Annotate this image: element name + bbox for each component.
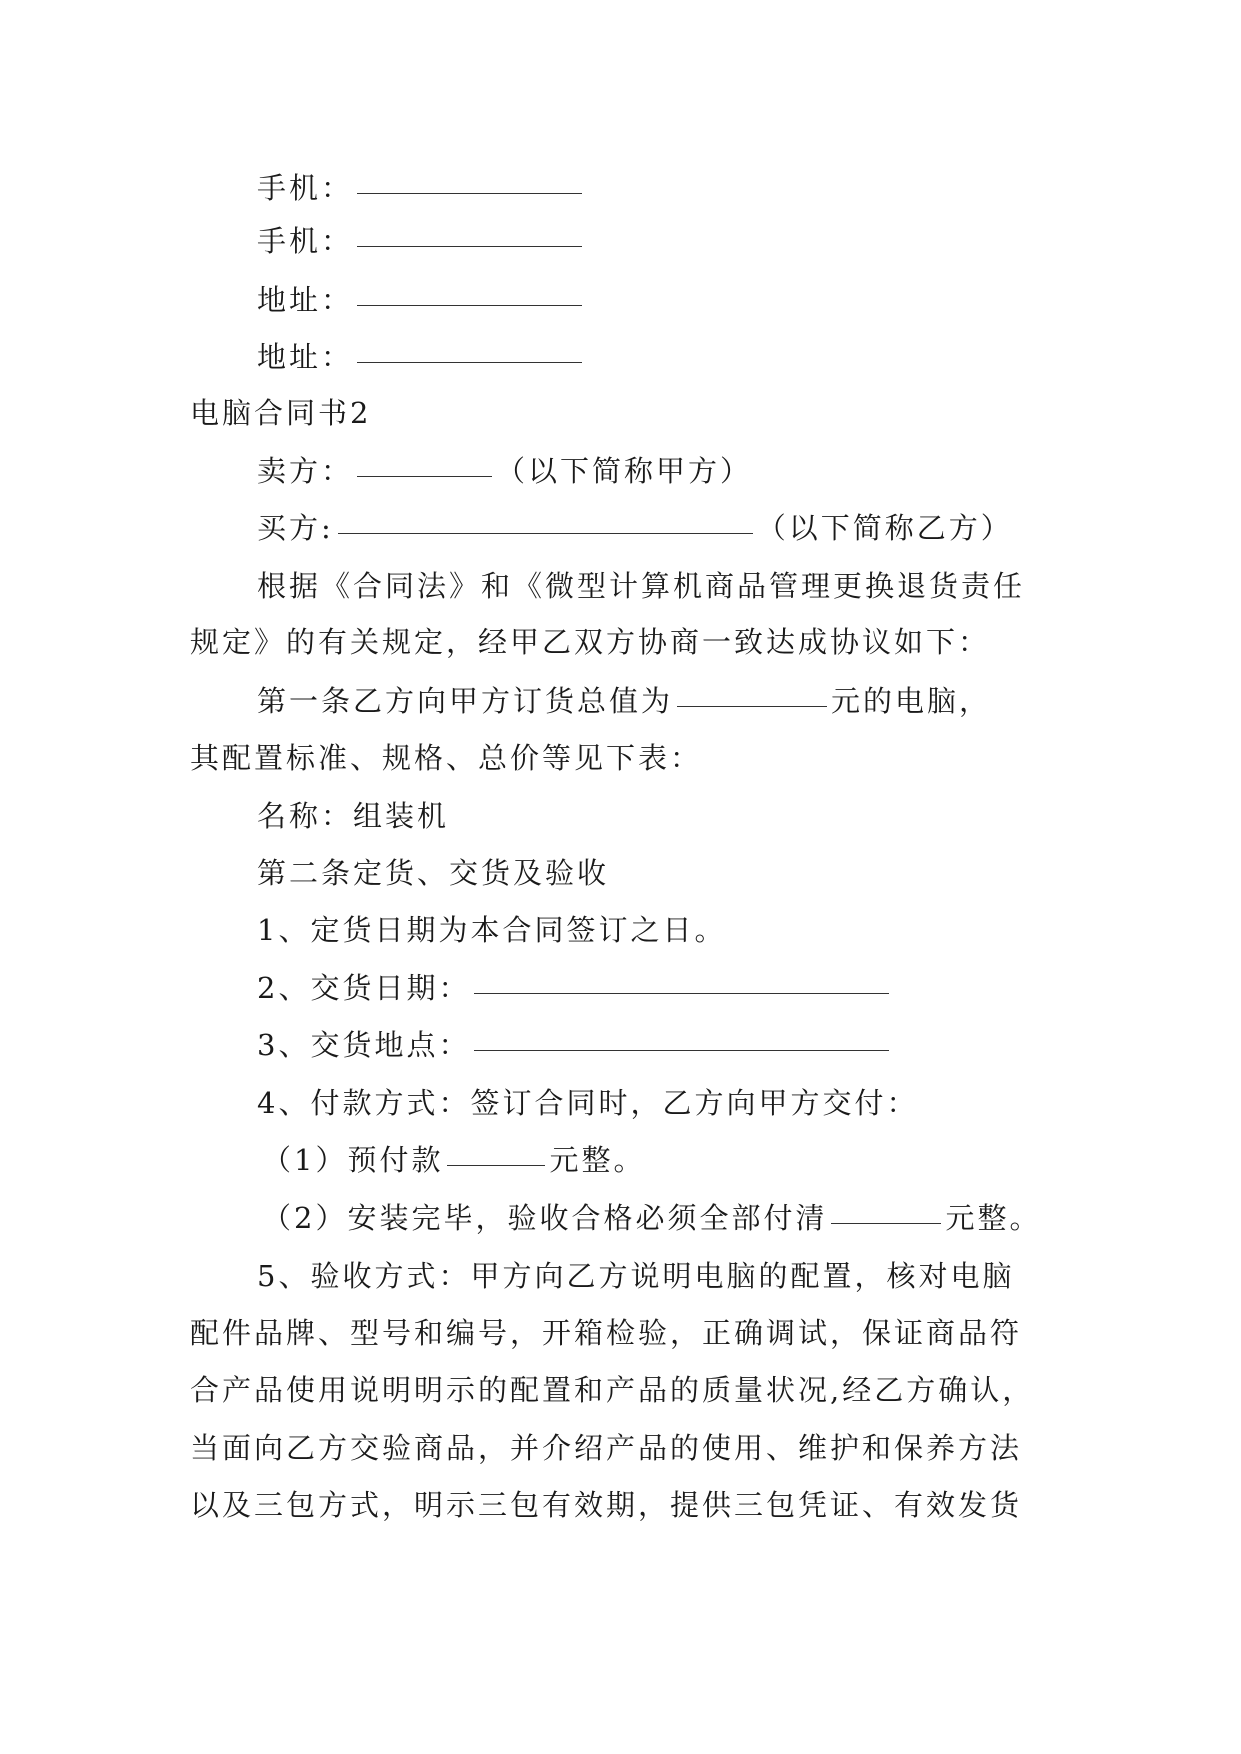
paragraph-line: 5、验收方式：甲方向乙方说明电脑的配置，核对电脑 bbox=[257, 1259, 1015, 1293]
article-one-tail: 元的电脑， bbox=[831, 684, 992, 718]
prepayment-blank bbox=[447, 1165, 545, 1166]
phone-label: 手机： bbox=[257, 171, 354, 205]
seller-blank bbox=[357, 476, 492, 477]
delivery-place-line bbox=[257, 1025, 893, 1065]
final-payment-line bbox=[262, 1198, 1041, 1238]
address-blank bbox=[357, 305, 582, 306]
clause-line: 4、付款方式：签订合同时，乙方向甲方交付： bbox=[257, 1086, 919, 1120]
buyer-blank bbox=[338, 533, 753, 534]
address-label: 地址： bbox=[257, 340, 354, 374]
item-name-line: 名称：组装机 bbox=[257, 799, 450, 833]
prepayment-tail: 元整。 bbox=[549, 1143, 646, 1177]
seller-note: （以下简称甲方） bbox=[496, 454, 753, 488]
address-line-2 bbox=[257, 337, 586, 377]
final-payment-text: （2）安装完毕，验收合格必须全部付清 bbox=[262, 1201, 828, 1235]
address-label: 地址： bbox=[257, 283, 354, 317]
section-title: 电脑合同书2 bbox=[190, 396, 372, 430]
paragraph-line: 规定》的有关规定，经甲乙双方协商一致达成协议如下： bbox=[190, 625, 991, 659]
paragraph-line: 配件品牌、型号和编号，开箱检验，正确调试，保证商品符 bbox=[190, 1316, 1023, 1350]
delivery-place-blank bbox=[474, 1050, 889, 1051]
phone-blank bbox=[357, 246, 582, 247]
paragraph-line: 其配置标准、规格、总价等见下表： bbox=[190, 741, 703, 775]
final-payment-blank bbox=[831, 1223, 941, 1224]
delivery-date-line bbox=[257, 968, 893, 1008]
clause-line: 1、定货日期为本合同签订之日。 bbox=[257, 913, 727, 947]
phone-line-2 bbox=[257, 221, 586, 261]
prepayment-text: （1）预付款 bbox=[262, 1143, 444, 1177]
paragraph-line: 根据《合同法》和《微型计算机商品管理更换退货责任 bbox=[257, 569, 1026, 603]
buyer-label: 买方: bbox=[257, 511, 334, 545]
buyer-line bbox=[257, 508, 1013, 548]
article-two-heading: 第二条定货、交货及验收 bbox=[257, 856, 610, 890]
phone-line-1 bbox=[257, 168, 586, 208]
total-value-blank bbox=[677, 706, 827, 707]
seller-label: 卖方： bbox=[257, 454, 354, 488]
paragraph-line: 当面向乙方交验商品，并介绍产品的使用、维护和保养方法 bbox=[190, 1431, 1023, 1465]
seller-line bbox=[257, 451, 752, 491]
article-one-text: 第一条乙方向甲方订货总值为 bbox=[257, 684, 674, 718]
final-payment-tail: 元整。 bbox=[945, 1201, 1042, 1235]
phone-blank bbox=[357, 193, 582, 194]
delivery-date-blank bbox=[474, 993, 889, 994]
prepayment-line bbox=[262, 1140, 645, 1180]
article-one-line bbox=[257, 681, 991, 721]
buyer-note: （以下简称乙方） bbox=[756, 511, 1013, 545]
paragraph-line: 合产品使用说明明示的配置和产品的质量状况,经乙方确认， bbox=[190, 1373, 1035, 1407]
address-blank bbox=[357, 362, 582, 363]
delivery-place-label: 3、交货地点： bbox=[257, 1028, 471, 1062]
delivery-date-label: 2、交货日期： bbox=[257, 971, 471, 1005]
paragraph-line: 以及三包方式，明示三包有效期，提供三包凭证、有效发货 bbox=[190, 1488, 1023, 1522]
phone-label: 手机： bbox=[257, 224, 354, 258]
address-line-1 bbox=[257, 280, 586, 320]
